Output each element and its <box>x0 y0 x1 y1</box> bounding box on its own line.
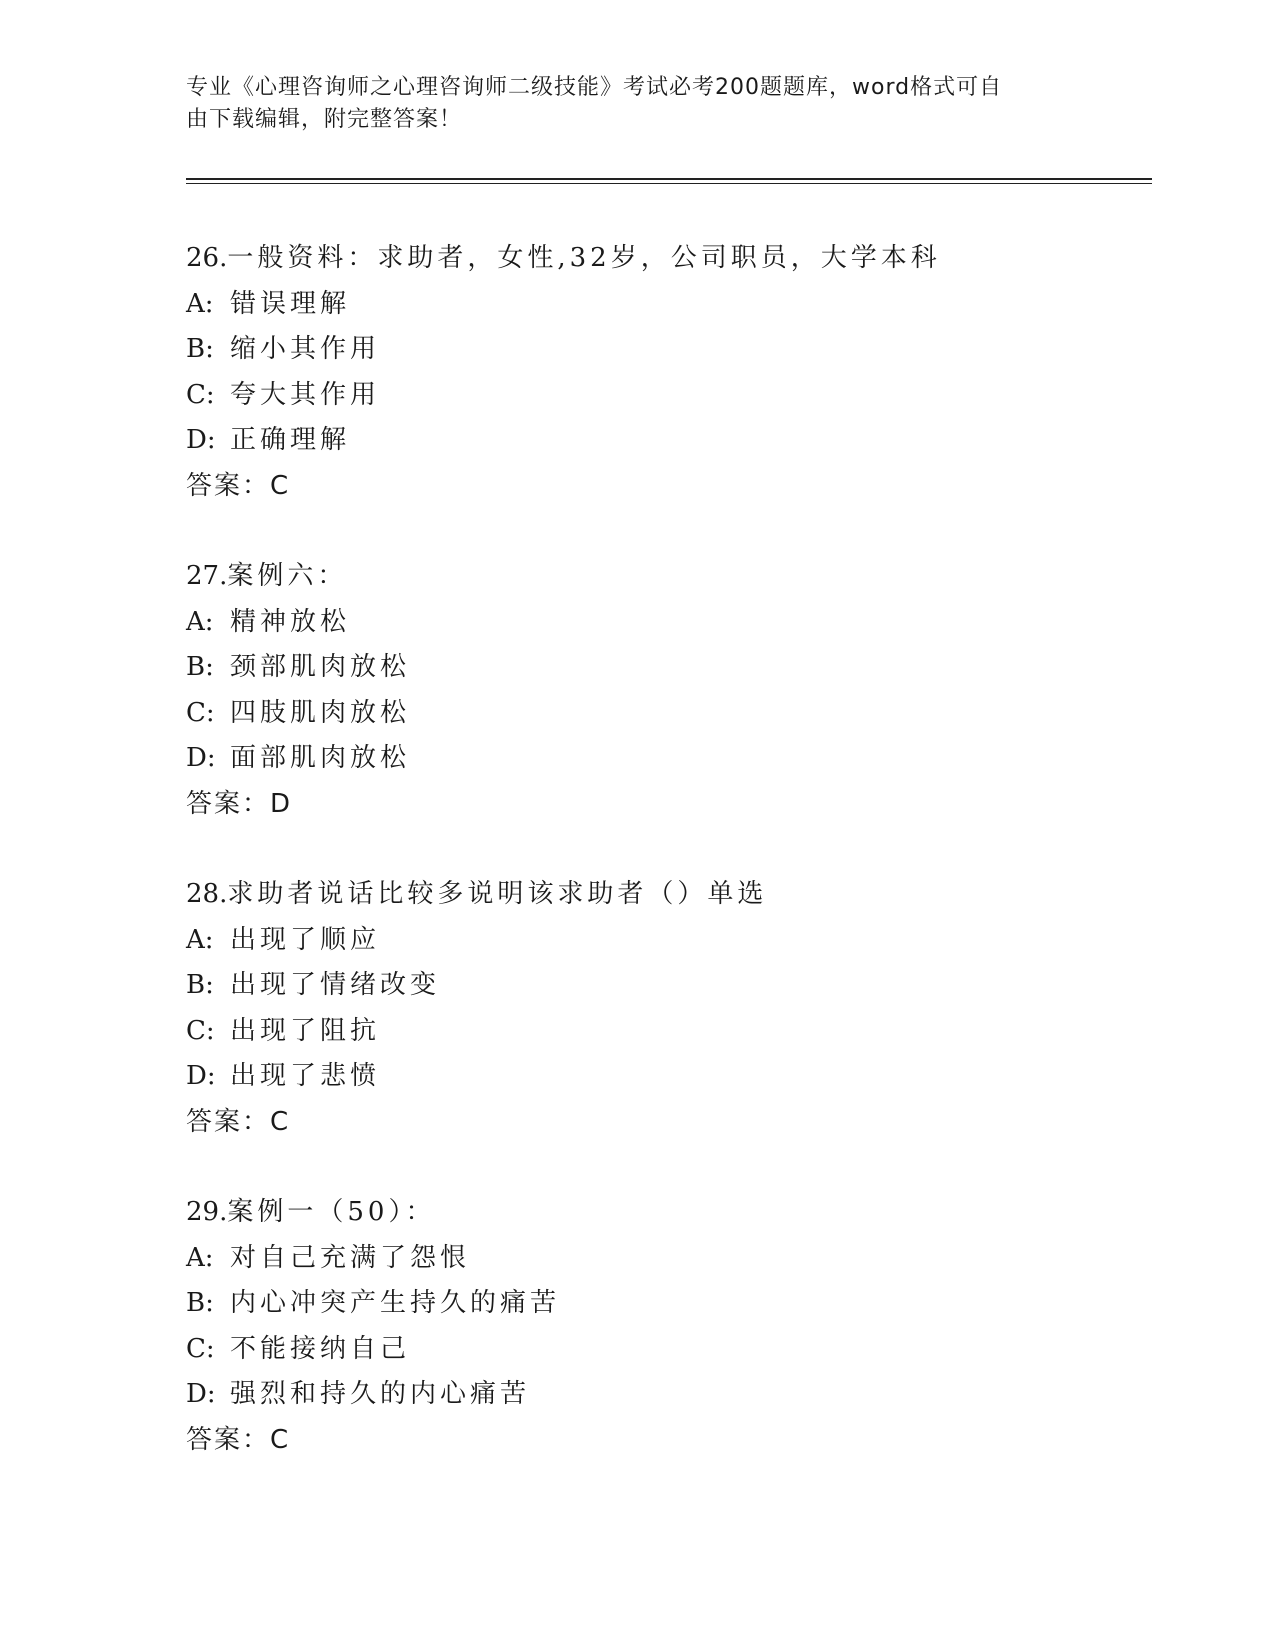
option-text: 内心冲突产生持久的痛苦 <box>230 1288 561 1318</box>
header-divider-bottom <box>186 183 1152 184</box>
question-title <box>186 554 1146 600</box>
option-text: 缩小其作用 <box>230 334 381 364</box>
option-text: 正确理解 <box>230 425 351 455</box>
option-label: A: <box>186 924 214 955</box>
option-a <box>186 600 1146 646</box>
option-text: 出现了顺应 <box>230 924 381 955</box>
option-label: B: <box>186 652 214 682</box>
option-label: C: <box>186 1015 215 1046</box>
option-a <box>186 1236 1146 1282</box>
option-b <box>186 1281 1146 1327</box>
question-title <box>186 872 1146 918</box>
question-list <box>186 236 1146 1508</box>
option-text: 出现了情绪改变 <box>230 970 441 1000</box>
header-line-2: 由下载编辑，附完整答案！ <box>186 107 463 132</box>
option-label: C: <box>186 379 215 410</box>
option-c <box>186 1327 1146 1373</box>
option-label: D: <box>186 1379 216 1409</box>
option-c <box>186 691 1146 737</box>
question-number: 27. <box>186 561 228 591</box>
option-text: 不能接纳自己 <box>230 1333 411 1364</box>
question-title <box>186 1190 1146 1236</box>
option-b <box>186 645 1146 691</box>
option-b <box>186 327 1146 373</box>
option-text: 对自己充满了怨恨 <box>230 1242 471 1273</box>
question-26 <box>186 236 1146 509</box>
option-label: B: <box>186 334 214 364</box>
option-text: 出现了悲愤 <box>230 1061 381 1091</box>
header-divider-top <box>186 178 1152 180</box>
option-label: C: <box>186 697 215 728</box>
option-text: 精神放松 <box>230 606 351 637</box>
question-29 <box>186 1190 1146 1463</box>
option-label: A: <box>186 606 214 637</box>
question-27 <box>186 554 1146 827</box>
option-d <box>186 1372 1146 1418</box>
option-d <box>186 418 1146 464</box>
option-text: 面部肌肉放松 <box>230 743 411 773</box>
option-label: D: <box>186 425 216 455</box>
option-b <box>186 963 1146 1009</box>
option-text: 四肢肌肉放松 <box>230 697 411 728</box>
question-number: 28. <box>186 879 228 909</box>
option-text: 颈部肌肉放松 <box>230 652 411 682</box>
document-header <box>186 72 1066 136</box>
option-label: A: <box>186 288 214 319</box>
option-text: 错误理解 <box>230 288 351 319</box>
option-text: 夸大其作用 <box>230 379 381 410</box>
option-label: D: <box>186 1061 216 1091</box>
option-c <box>186 1009 1146 1055</box>
question-text: 求助者说话比较多说明该求助者（）单选 <box>227 879 768 909</box>
answer: 答案：C <box>186 1424 291 1455</box>
question-text: 案例一（50）： <box>227 1197 436 1227</box>
option-label: C: <box>186 1333 215 1364</box>
option-label: A: <box>186 1242 214 1273</box>
option-label: B: <box>186 1288 214 1318</box>
option-text: 出现了阻抗 <box>230 1015 381 1046</box>
answer: 答案：C <box>186 470 291 501</box>
option-d <box>186 1054 1146 1100</box>
answer: 答案：D <box>186 788 293 819</box>
question-28 <box>186 872 1146 1145</box>
question-title <box>186 236 1146 282</box>
header-line-1: 专业《心理咨询师之心理咨询师二级技能》考试必考200题题库，word格式可自 <box>186 75 1003 100</box>
question-number: 26. <box>186 243 228 273</box>
option-c <box>186 373 1146 419</box>
question-text: 一般资料：求助者，女性,32岁，公司职员，大学本科 <box>227 243 941 273</box>
option-text: 强烈和持久的内心痛苦 <box>230 1379 531 1409</box>
option-a <box>186 918 1146 964</box>
option-d <box>186 736 1146 782</box>
question-number: 29. <box>186 1197 228 1227</box>
option-label: B: <box>186 970 214 1000</box>
option-label: D: <box>186 743 216 773</box>
option-a <box>186 282 1146 328</box>
answer: 答案：C <box>186 1106 291 1137</box>
question-text: 案例六： <box>227 561 348 591</box>
